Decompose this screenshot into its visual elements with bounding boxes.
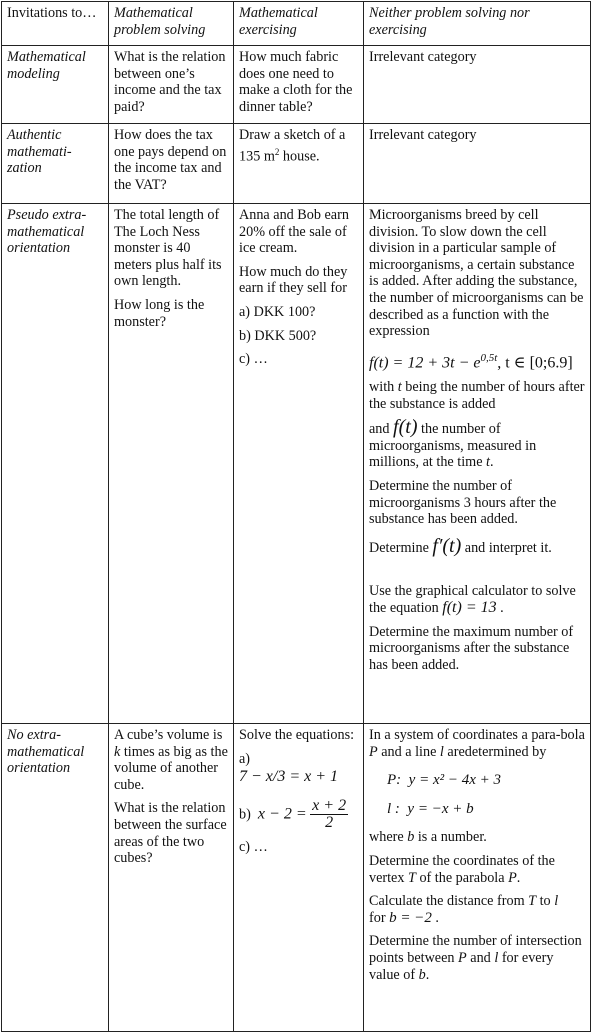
- text: is a number.: [414, 829, 487, 846]
- equation-a: 7 − x/3 = x + 1: [239, 768, 339, 786]
- cell-exercising: [234, 124, 364, 204]
- paragraph: What is the relation between the surface areas of the two cubes?: [114, 800, 227, 867]
- cell-neither: [364, 724, 591, 1032]
- row-no-extra-mathematical: [2, 724, 591, 1032]
- text: where: [369, 829, 408, 846]
- header-invitations: Invitations to…: [2, 2, 109, 46]
- cell-exercising: [234, 724, 364, 1032]
- paragraph: [369, 416, 586, 471]
- text: .: [425, 966, 430, 983]
- var-l: l: [439, 743, 444, 760]
- cell-problem-solving: [109, 204, 234, 724]
- text: of the parabola: [415, 869, 509, 886]
- paragraph: [369, 893, 586, 926]
- header-exercising: Mathematical exercising: [234, 2, 364, 46]
- text: Determine the number of intersection points between: [369, 933, 582, 966]
- text: Determine: [369, 539, 433, 556]
- formula-exponent: 0,5t: [480, 351, 498, 364]
- paragraph: Determine the number of microorganisms 3 hours after the substance has been added.: [369, 478, 557, 528]
- option-a-label: a): [239, 750, 251, 767]
- paragraph: Microorganisms breed by cell division. To slow down the cell division in a particular sample of microorganisms, a certain substance is added. After adding the substance, the number of microorganisms can be described as a function with the expression: [369, 207, 584, 340]
- row-authentic-mathematization: [2, 124, 591, 204]
- text: In a system of coordinates a para-bola: [369, 727, 585, 743]
- text: .: [496, 600, 504, 617]
- var-l: l: [494, 949, 499, 966]
- spacer: [369, 563, 586, 583]
- cell-neither: Irrelevant category: [364, 46, 591, 124]
- text: for: [369, 909, 390, 926]
- var-b: b: [418, 966, 426, 983]
- paragraph: Determine the maximum number of microorganisms after the substance has been added.: [369, 623, 574, 673]
- var-t: t: [397, 379, 402, 396]
- row-label: Pseudo extra-mathematical orientation: [2, 204, 109, 724]
- var-k: k: [114, 743, 121, 760]
- text: and a line: [377, 743, 440, 760]
- text: and: [369, 421, 394, 438]
- cell-exercising: How much fabric does one need to make a cloth for the dinner table?: [234, 46, 364, 124]
- text: .: [516, 869, 521, 886]
- var-T: T: [528, 893, 537, 910]
- equation-b-lhs: x − 2 =: [257, 805, 307, 823]
- paragraph: [369, 534, 586, 557]
- paragraph: [369, 829, 586, 846]
- math-fprime: f′(t): [432, 534, 462, 557]
- text: to: [536, 893, 555, 910]
- row-label: No extra-mathematical orientation: [2, 724, 109, 1032]
- header-row: [2, 2, 591, 46]
- var-P: P: [369, 743, 378, 760]
- text: aredetermined by: [443, 743, 547, 760]
- text: .: [431, 909, 439, 926]
- option-c: c) …: [239, 838, 268, 855]
- var-T: T: [408, 869, 416, 886]
- superscript: 2: [274, 146, 280, 157]
- numerator: x + 2: [312, 796, 347, 814]
- paragraph: [369, 727, 586, 760]
- formula-rhs: , t ∈ [0;6.9]: [497, 354, 573, 372]
- paragraph: [114, 727, 229, 793]
- text: Calculate the distance from: [369, 893, 529, 910]
- text: being the number of hours after the substance is added: [369, 379, 585, 412]
- cell-neither: [364, 204, 591, 724]
- paragraph: The total length of The Loch Ness monster is 40 meters plus half its own length.: [114, 207, 222, 290]
- row-label: Mathematical modeling: [2, 46, 109, 124]
- text: .: [490, 454, 494, 471]
- text: Use the graphical calculator to solve the equation: [369, 583, 576, 617]
- eq-label: P:: [387, 772, 402, 789]
- math-ft: f(t): [393, 416, 418, 439]
- paragraph: How much do they earn if they sell for: [239, 263, 348, 297]
- eq-body: y = x² − 4x + 3: [408, 772, 502, 789]
- fraction: [310, 798, 348, 832]
- equation-parabola: [369, 772, 586, 789]
- option-c: c) …: [239, 351, 268, 368]
- equation-line: [369, 801, 586, 818]
- text: and: [466, 949, 495, 966]
- text: times as big as the volume of another cube.: [114, 743, 228, 793]
- formula: [369, 348, 586, 373]
- header-problem-solving: Mathematical problem solving: [109, 2, 234, 46]
- option-a: a) DKK 100?: [239, 303, 316, 320]
- text: Determine the coordinates of the vertex: [369, 852, 555, 886]
- eq-label: l :: [387, 800, 400, 817]
- var-l: l: [554, 893, 559, 910]
- row-label: Authentic mathemati-zation: [2, 124, 109, 204]
- math-eq: f(t) = 13: [442, 599, 497, 617]
- equation-b: [239, 798, 359, 832]
- paragraph: Solve the equations:: [239, 727, 355, 743]
- paragraph: Anna and Bob earn 20% off the sale of ice cream.: [239, 207, 349, 257]
- option-b: b) DKK 500?: [239, 327, 317, 344]
- paragraph: [369, 379, 586, 412]
- text: with: [369, 379, 398, 396]
- cell-exercising: [234, 204, 364, 724]
- paragraph: [369, 853, 586, 886]
- var-P: P: [508, 869, 517, 886]
- text: and interpret it.: [461, 539, 552, 556]
- cell-problem-solving: How does the tax one pays depend on the income tax and the VAT?: [109, 124, 234, 204]
- eq-body: y = −x + b: [407, 800, 474, 817]
- cell-problem-solving: [109, 724, 234, 1032]
- row-mathematical-modeling: [2, 46, 591, 124]
- math-eq: b = −2: [389, 909, 432, 926]
- text: the number of microorganisms, measured in millions, at the time: [369, 421, 537, 471]
- cell-problem-solving: What is the relation between one’s income and the tax paid?: [109, 46, 234, 124]
- paragraph: How long is the monster?: [114, 296, 205, 330]
- text: A cube’s volume is: [114, 727, 223, 743]
- var-P: P: [458, 949, 467, 966]
- row-pseudo-extra-mathematical: [2, 204, 591, 724]
- text: for every value of: [369, 949, 554, 983]
- denominator: 2: [325, 814, 334, 832]
- text: Draw a sketch of a 135 m: [239, 127, 346, 165]
- option-b-label: b): [239, 806, 251, 823]
- paragraph: [369, 583, 586, 616]
- var-b: b: [407, 829, 415, 846]
- paragraph: [369, 933, 586, 983]
- text: house.: [279, 148, 320, 165]
- cell-neither: Irrelevant category: [364, 124, 591, 204]
- formula-lhs: f(t) = 12 + 3t − e: [369, 354, 481, 372]
- classification-table: [1, 1, 591, 1032]
- header-neither: Neither problem solving nor exercising: [364, 2, 591, 46]
- var-t: t: [486, 454, 490, 471]
